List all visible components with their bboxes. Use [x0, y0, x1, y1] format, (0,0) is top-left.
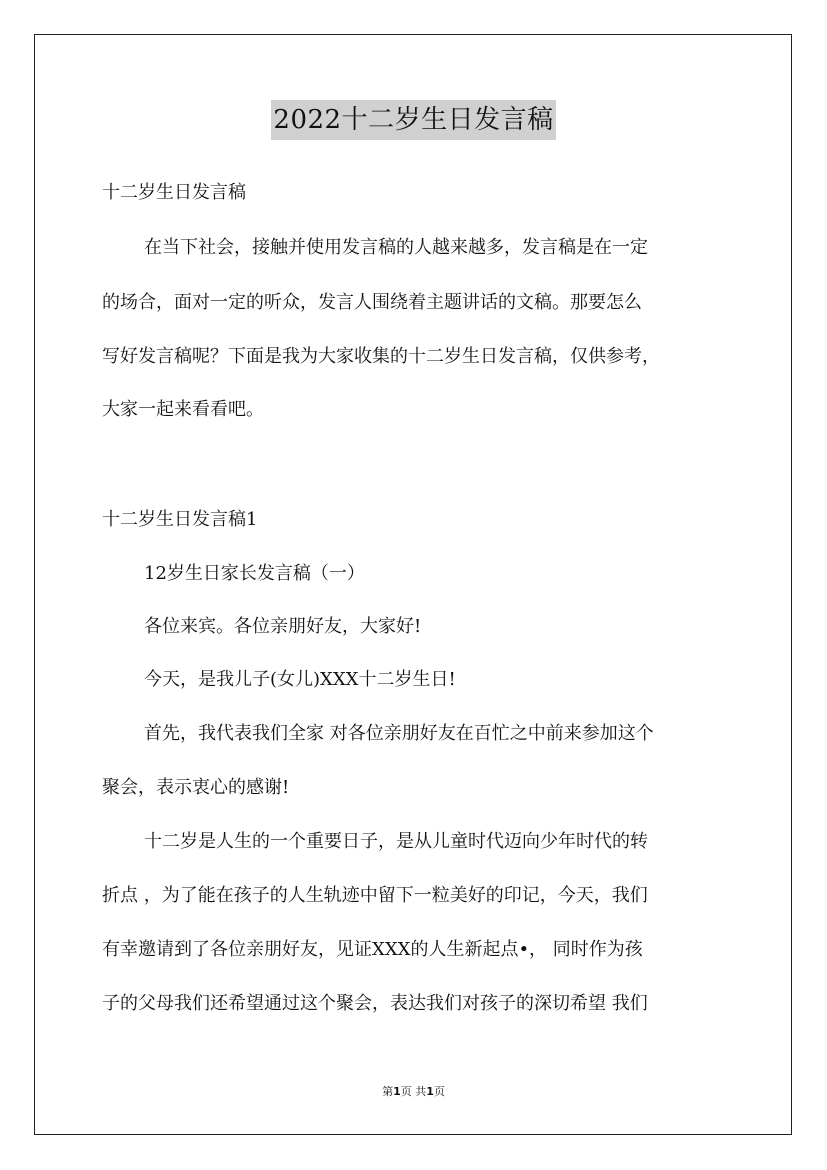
body-line-8: 有幸邀请到了各位亲朋好友，见证XXX的人生新起点•， 同时作为孩 [102, 939, 643, 960]
intro-line-3: 写好发言稿呢？下面是我为大家收集的十二岁生日发言稿，仅供参考， [102, 346, 660, 367]
document-title: 2022十二岁生日发言稿 [271, 100, 555, 140]
intro-line-2: 的场合，面对一定的听众，发言人围绕着主题讲话的文稿。那要怎么 [102, 292, 642, 313]
footer-suffix: 页 [433, 1085, 445, 1098]
body-line-7: 折点 ，为了能在孩子的人生轨迹中留下一粒美好的印记，今天，我们 [102, 885, 648, 906]
body-line-1: 12岁生日家长发言稿（一） [144, 563, 365, 584]
intro-line-4: 大家一起来看看吧。 [102, 399, 264, 420]
footer-prefix: 第 [382, 1085, 394, 1098]
body-line-4: 首先，我代表我们全家 对各位亲朋好友在百忙之中前来参加这个 [144, 723, 654, 744]
footer-mid: 页 共 [400, 1085, 427, 1098]
title-container [0, 100, 827, 140]
page-footer [0, 1085, 827, 1099]
body-line-6: 十二岁是人生的一个重要日子，是从儿童时代迈向少年时代的转 [144, 831, 648, 852]
section-heading: 十二岁生日发言稿1 [102, 509, 258, 530]
body-line-9: 子的父母我们还希望通过这个聚会，表达我们对孩子的深切希望 我们 [102, 993, 648, 1014]
footer-total-pages: 1 [426, 1085, 434, 1098]
body-line-2: 各位来宾。各位亲朋好友，大家好! [144, 616, 422, 637]
body-line-5: 聚会，表示衷心的感谢! [102, 777, 290, 798]
footer-page-number: 1 [393, 1085, 401, 1098]
intro-line-1: 在当下社会，接触并使用发言稿的人越来越多，发言稿是在一定 [144, 237, 648, 258]
body-line-3: 今天，是我儿子(女儿)XXX十二岁生日! [144, 669, 456, 690]
document-subtitle: 十二岁生日发言稿 [102, 182, 246, 203]
